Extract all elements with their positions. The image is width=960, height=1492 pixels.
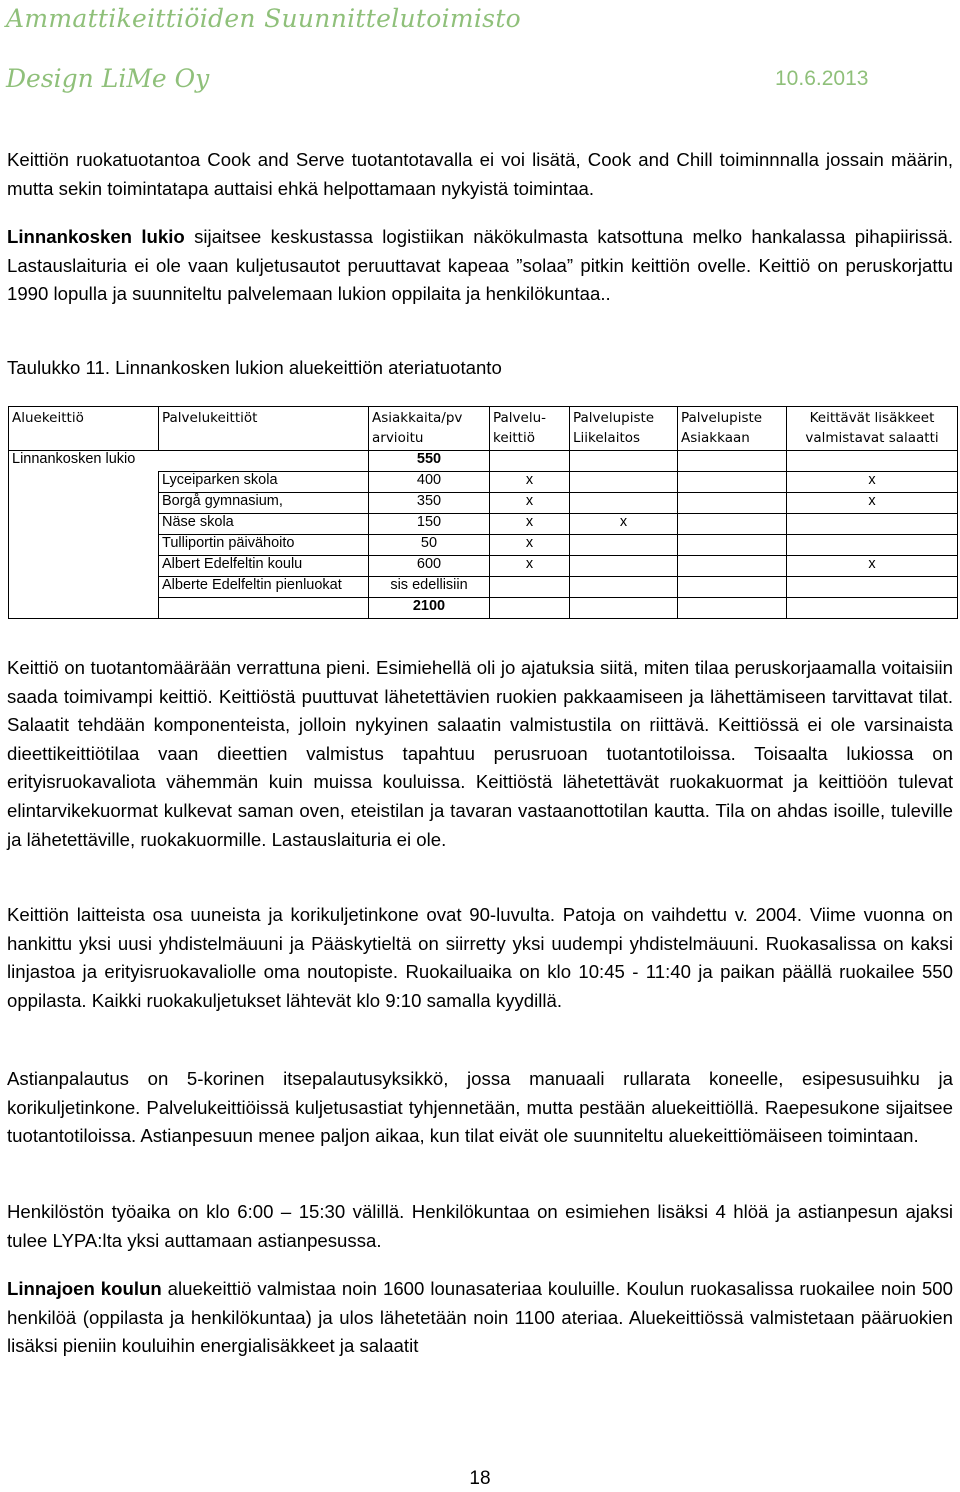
company-name: Design LiMe Oy [6,64,210,93]
table-cell [9,493,159,514]
header-cell: Palvelupiste Asiakkaan [678,407,787,451]
row-value: sis edellisiin [369,577,490,598]
table-total-row [9,598,958,619]
row-liike [570,535,678,556]
header-cell: Keittävät lisäkkeet valmistavat salaatti [787,407,958,451]
paragraph-3: Keittiö on tuotantomäärään verrattuna pieni. Esimiehellä oli jo ajatuksia siitä, miten tilaa peruskorjaamalla voitaisiin saada toimivampi keittiö. Keittiöstä puuttuvat lähetettävien ruokien pakkaamiseen ja lähettämiseen tarvittavat tilat. Salaatit tehdään komponenteista, jolloin nykyinen salaatin valmistustila on riittävä. Keittiössä ei ole varsinaista dieettikeittiötilaa vaan dieettien valmistus tapahtuu perusruoan tuotantotiloissa. Toisaalta lukiossa on erityisruokavaliota vähemmän kuin muissa kouluissa. Keittiöstä lähetettävät ruokakuormat ja keittiöön tulevat elintarvikekuormat kulkevat saman oven, eteistilan ja tavaran vastaanottotilan kautta. Tila on ahdas isoille, tuleville ja lähetettäville, ruokakuormille. Lastauslaituria ei ole. [7,657,953,850]
table-header-row [9,407,958,451]
row-asiakas [678,577,787,598]
row-palvelu: x [490,556,570,577]
row-palvelu: x [490,493,570,514]
table-row [9,472,958,493]
row-palvelu: x [490,535,570,556]
table-cell [787,598,958,619]
table-cell [490,598,570,619]
row-name: Borgå gymnasium, [159,493,369,514]
row-name: Tulliportin päivähoito [159,535,369,556]
row-palvelu: x [490,472,570,493]
paragraph-1: Keittiön ruokatuotantoa Cook and Serve tuotantotavalla ei voi lisätä, Cook and Chill toiminnnalla jossain määrin, mutta sekin toimintatapa auttaisi ehkä helpottamaan nykyistä toimintaa. [7,149,953,199]
row-asiakas [678,514,787,535]
header-date: 10.6.2013 [775,67,869,90]
paragraph-7-bold: Linnajoen koulun [7,1278,162,1299]
table-cell [787,451,958,472]
row-liike [570,472,678,493]
table-cell [490,451,570,472]
table-cell [678,451,787,472]
row-keitt: x [787,493,958,514]
main-kitchen-value: 550 [369,451,490,472]
main-kitchen-name: Linnankosken lukio [9,451,159,472]
table-row [9,556,958,577]
page-number: 18 [469,1468,491,1489]
table-row-main [9,451,958,472]
total-value: 2100 [369,598,490,619]
table-cell [9,472,159,493]
row-value: 150 [369,514,490,535]
table-cell [9,577,159,598]
row-asiakas [678,556,787,577]
row-liike: x [570,514,678,535]
paragraph-7 [7,1275,953,1361]
paragraph-7-text: aluekeittiö valmistaa noin 1600 lounasateriaa kouluille. Koulun ruokasalissa ruokailee noin 500 henkilöä (oppilasta ja henkilökuntaa) ja ulos lähetetään noin 1100 ateriaa. Aluekeittiössä valmistetaan pääruokien lisäksi pieniin kouluihin energialisäkkeet ja salaatit [7,1278,953,1357]
row-keitt: x [787,556,958,577]
table-cell [678,598,787,619]
table-cell [9,556,159,577]
table-cell [9,514,159,535]
row-liike [570,556,678,577]
row-keitt [787,535,958,556]
header-cell: Palvelu-keittiö [490,407,570,451]
row-asiakas [678,535,787,556]
row-asiakas [678,493,787,514]
row-keitt [787,514,958,535]
table-cell [159,451,369,472]
company-line: Ammattikeittiöiden Suunnittelutoimisto [6,4,522,33]
row-value: 400 [369,472,490,493]
table-cell [9,598,159,619]
production-table [8,406,958,619]
table-cell [570,451,678,472]
paragraph-5: Astianpalautus on 5-korinen itsepalautusyksikkö, jossa manuaali rullarata koneelle, esipesusuihku ja korikuljetinkone. Palvelukeittiöissä kuljetusastiat tyhjennetään, mutta pestään aluekeittiöllä. Raepesukone sijaitsee tuotantotiloissa. Astianpesuun menee paljon aikaa, kun tilat eivät ole suunniteltu aluekeittiömäiseen toimintaan. [7,1068,953,1147]
row-name: Alberte Edelfeltin pienluokat [159,577,369,598]
paragraph-6: Henkilöstön työaika on klo 6:00 – 15:30 välillä. Henkilökuntaa on esimiehen lisäksi 4 hlöä ja astianpesun ajaksi tulee LYPA:lta yksi auttamaan astianpesussa. [7,1201,953,1251]
row-liike [570,493,678,514]
row-liike [570,577,678,598]
table-cell [570,598,678,619]
table-cell [9,535,159,556]
row-name: Albert Edelfeltin koulu [159,556,369,577]
table-row [9,514,958,535]
row-keitt [787,577,958,598]
header-cell: Palvelukeittiöt [159,407,369,451]
header-cell: Asiakkaita/pv arvioitu [369,407,490,451]
row-name: Lyceiparken skola [159,472,369,493]
table-caption: Taulukko 11. Linnankosken lukion aluekeittiön ateriatuotanto [7,357,502,378]
table-row [9,493,958,514]
row-palvelu [490,577,570,598]
table-row [9,577,958,598]
row-keitt: x [787,472,958,493]
paragraph-2-bold: Linnankosken lukio [7,226,185,247]
table-row [9,535,958,556]
row-value: 350 [369,493,490,514]
header-cell: Palvelupiste Liikelaitos [570,407,678,451]
row-asiakas [678,472,787,493]
paragraph-2-text: sijaitsee keskustassa logistiikan näkökulmasta katsottuna melko hankalassa pihapiirissä. Lastauslaituria ei ole vaan kuljetusautot peruuttavat kapeaa ”solaa” pitkin keittiön ovelle. Keittiö on peruskorjattu 1990 lopulla ja suunniteltu palvelemaan lukion oppilaita ja henkilökuntaa.. [7,226,953,305]
row-name: Näse skola [159,514,369,535]
row-palvelu: x [490,514,570,535]
header-cell: Aluekeittiö [9,407,159,451]
row-value: 600 [369,556,490,577]
row-value: 50 [369,535,490,556]
paragraph-4: Keittiön laitteista osa uuneista ja korikuljetinkone ovat 90-luvulta. Patoja on vaihdettu v. 2004. Viime vuonna on hankittu yksi uusi yhdistelmäuuni ja Pääskytieltä on siirretty yksi uudempi yhdistelmäuuni. Ruokasalissa on kaksi linjastoa ja erityisruokavaliolle oma noutopiste. Ruokailuaika on klo 10:45 - 11:40 ja paikan päällä ruokailee 550 oppilasta. Kaikki ruokakuljetukset lähtevät klo 9:10 samalla kyydillä. [7,904,953,1011]
table-cell [159,598,369,619]
paragraph-2 [7,223,953,309]
